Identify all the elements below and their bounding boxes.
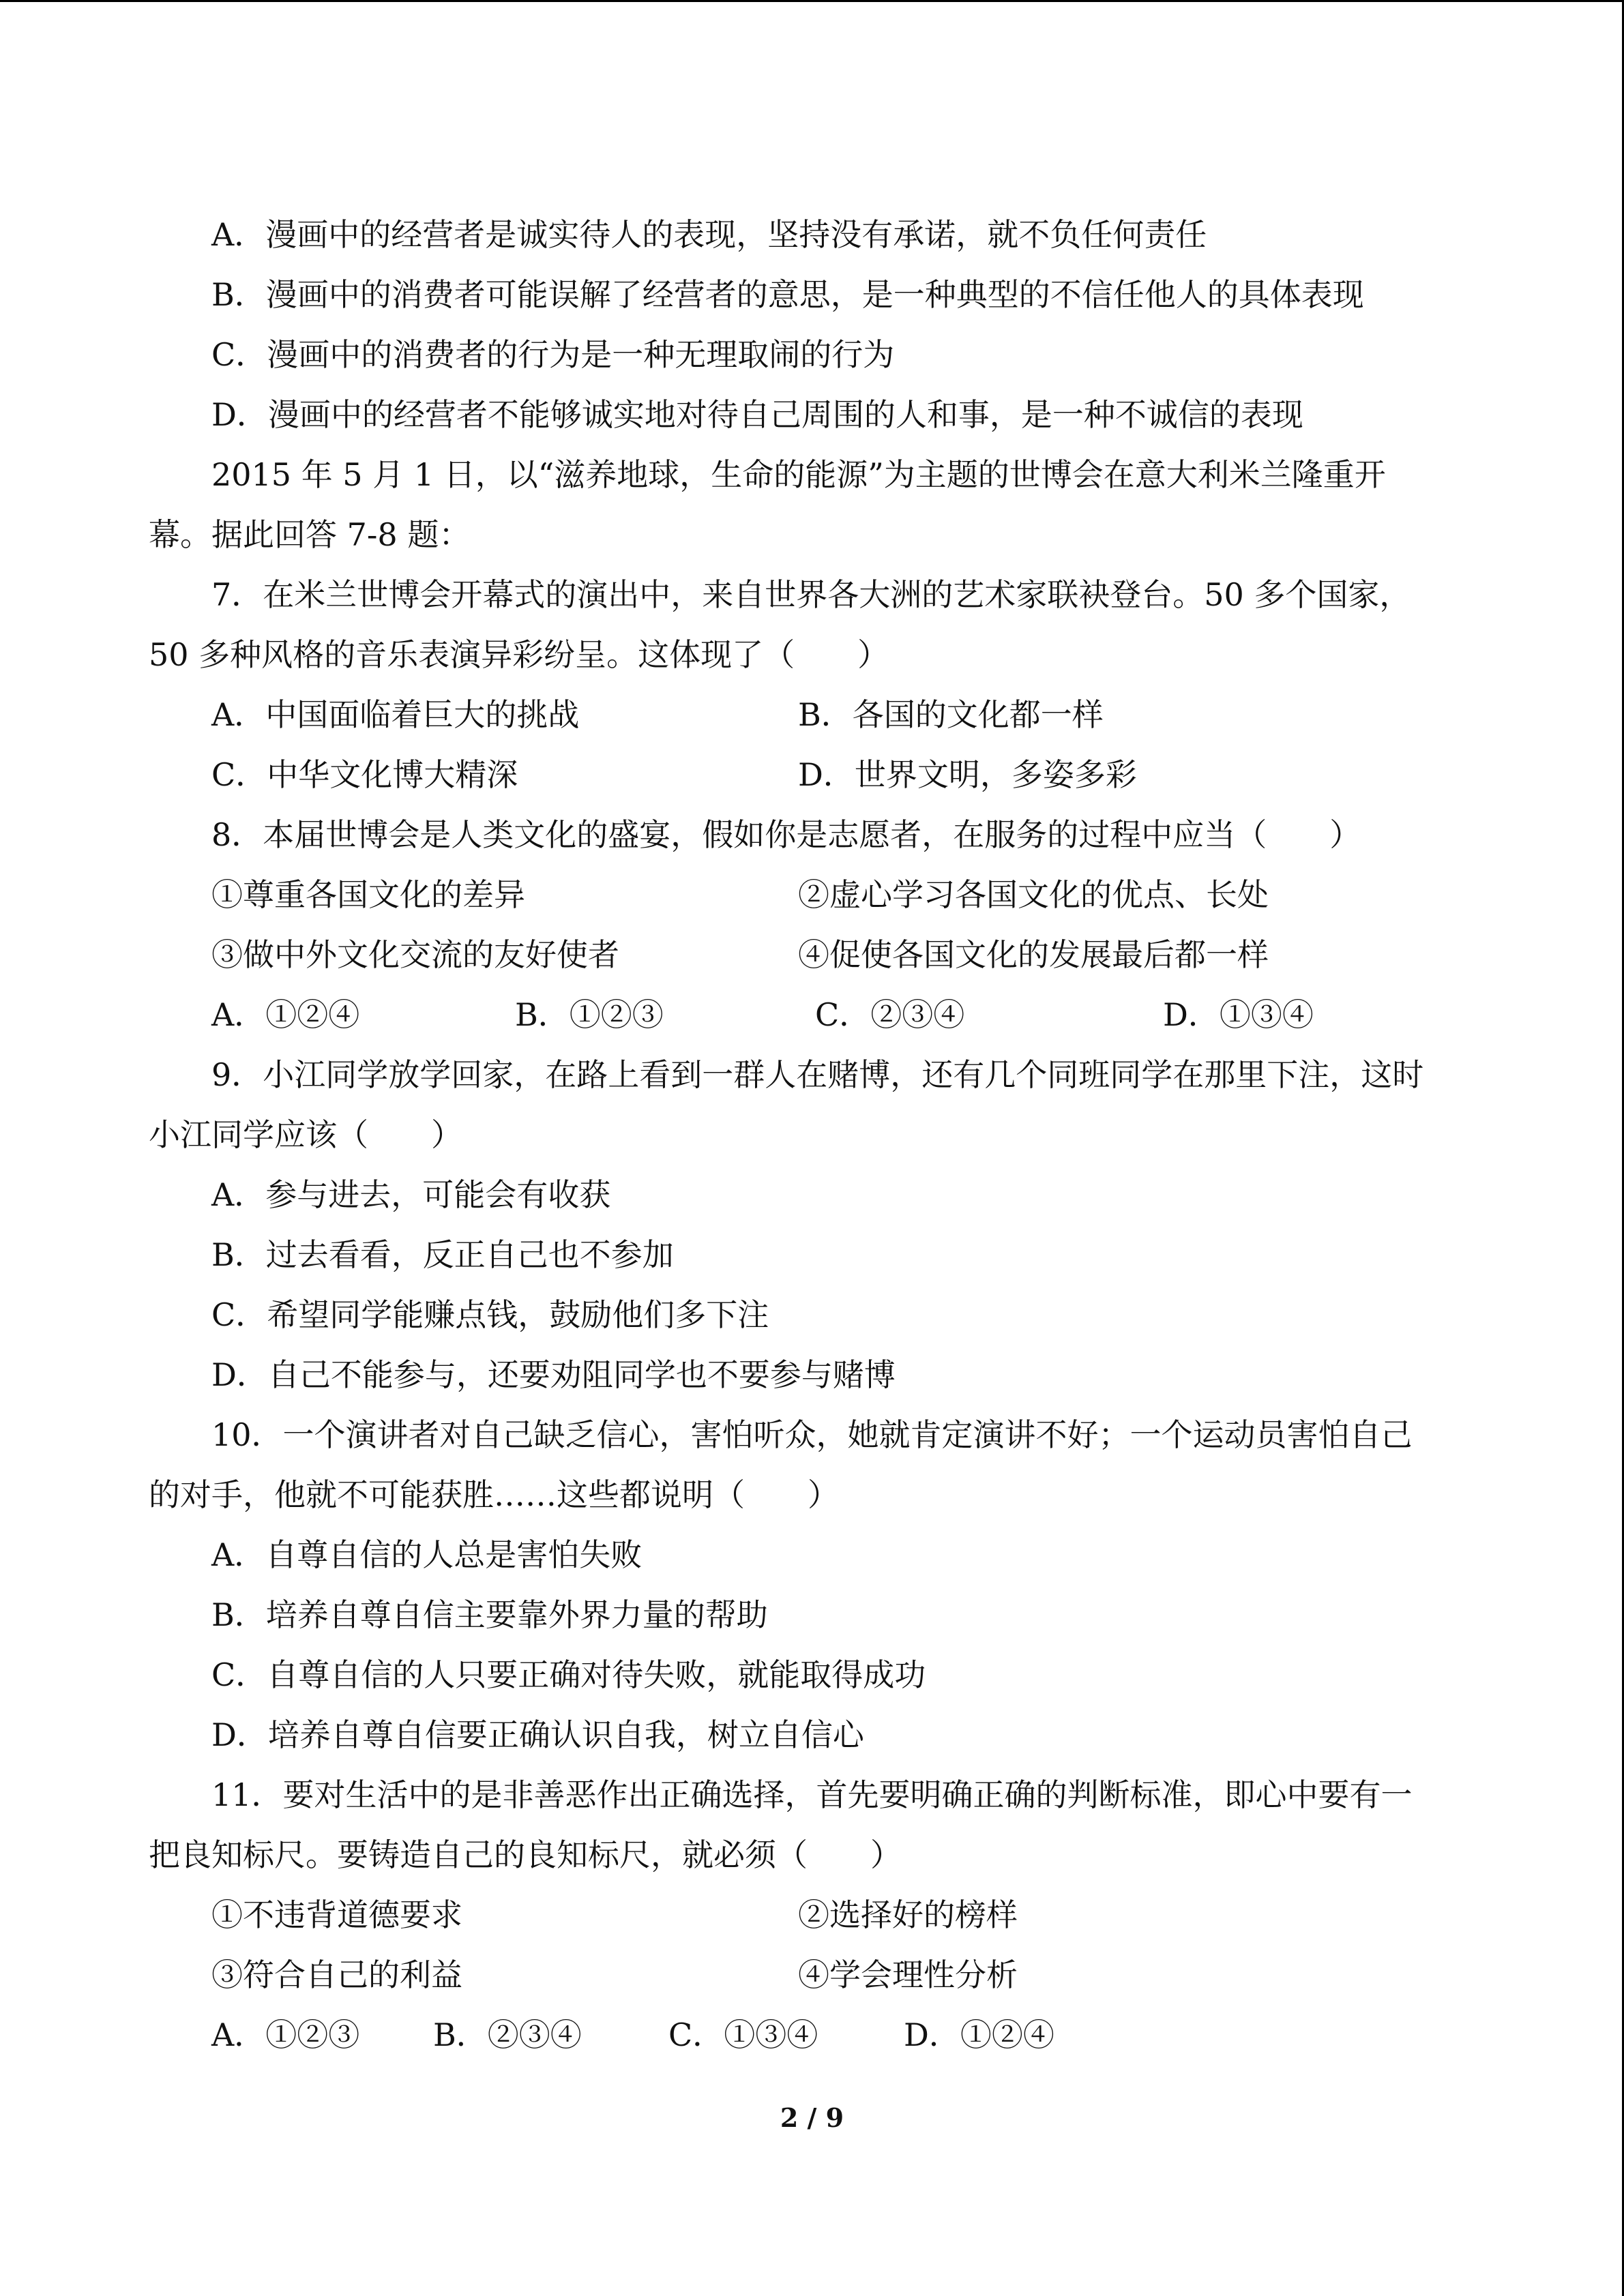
q10-option-d: D．培养自尊自信要正确认识自我，树立自信心 — [211, 1716, 864, 1753]
exam-page-content — [149, 205, 1479, 2065]
q11-stem-line-2: 把良知标尺。要铸造自己的良知标尺，就必须（ ） — [149, 1836, 902, 1873]
q8-options-row — [149, 985, 1479, 1045]
q7-option-c: C．中华文化博大精深 — [211, 756, 518, 793]
q9-option-a: A．参与进去，可能会有收获 — [211, 1176, 611, 1213]
q11-item-2: ②选择好的榜样 — [798, 1896, 1018, 1933]
q11-item-4: ④学会理性分析 — [798, 1956, 1018, 1993]
q7-options-row-2 — [149, 745, 1479, 805]
q11-option-c: C．①③④ — [668, 2016, 818, 2053]
q6-option-b: B．漫画中的消费者可能误解了经营者的意思，是一种典型的不信任他人的具体表现 — [211, 276, 1364, 313]
q7-option-b: B．各国的文化都一样 — [798, 696, 1104, 733]
q8-option-d: D．①③④ — [1163, 996, 1314, 1033]
q8-items-row-2 — [149, 925, 1479, 985]
q6-option-d: D．漫画中的经营者不能够诚实地对待自己周围的人和事，是一种不诚信的表现 — [211, 396, 1303, 433]
q7-option-d: D．世界文明，多姿多彩 — [798, 756, 1137, 793]
q9-option-d: D．自己不能参与，还要劝阻同学也不要参与赌博 — [211, 1356, 896, 1393]
q9-stem-line-2: 小江同学应该（ ） — [149, 1116, 462, 1153]
q10-option-a: A．自尊自信的人总是害怕失败 — [211, 1536, 643, 1573]
q9-stem-line-1: 9．小江同学放学回家，在路上看到一群人在赌博，还有几个同班同学在那里下注，这时 — [211, 1056, 1424, 1093]
q11-item-1: ①不违背道德要求 — [211, 1896, 462, 1933]
q7-stem-line-1: 7．在米兰世博会开幕式的演出中，来自世界各大洲的艺术家联袂登台。50 多个国家， — [211, 576, 1411, 613]
intro-line-1: 2015 年 5 月 1 日，以“滋养地球，生命的能源”为主题的世博会在意大利米兰隆重开 — [211, 456, 1386, 493]
q10-option-c: C．自尊自信的人只要正确对待失败，就能取得成功 — [211, 1656, 926, 1693]
q9-option-b: B．过去看看，反正自己也不参加 — [211, 1236, 674, 1273]
page-number: 2 / 9 — [780, 2102, 844, 2133]
q7-options-row-1 — [149, 685, 1479, 745]
q11-options-row — [149, 2005, 1479, 2065]
q7-option-a: A．中国面临着巨大的挑战 — [211, 696, 580, 733]
q11-stem-line-1: 11．要对生活中的是非善恶作出正确选择，首先要明确正确的判断标准，即心中要有一 — [211, 1776, 1413, 1813]
q11-option-b: B．②③④ — [433, 2016, 582, 2053]
top-border-line — [0, 0, 1624, 2]
q6-option-a: A．漫画中的经营者是诚实待人的表现，坚持没有承诺，就不负任何责任 — [211, 216, 1207, 253]
q6-option-c: C．漫画中的消费者的行为是一种无理取闹的行为 — [211, 336, 895, 373]
q10-stem-line-2: 的对手，他就不可能获胜……这些都说明（ ） — [149, 1476, 839, 1513]
intro-line-2: 幕。据此回答 7-8 题： — [149, 516, 471, 553]
q11-option-a: A．①②③ — [211, 2016, 360, 2053]
q10-stem-line-1: 10．一个演讲者对自己缺乏信心，害怕听众，她就肯定演讲不好；一个运动员害怕自己 — [211, 1416, 1413, 1453]
q10-option-b: B．培养自尊自信主要靠外界力量的帮助 — [211, 1596, 768, 1633]
q8-item-4: ④促使各国文化的发展最后都一样 — [798, 936, 1269, 973]
q8-item-3: ③做中外文化交流的友好使者 — [211, 936, 619, 973]
q8-option-c: C．②③④ — [815, 996, 965, 1033]
q7-stem-line-2: 50 多种风格的音乐表演异彩纷呈。这体现了（ ） — [149, 636, 889, 673]
q11-items-row-1 — [149, 1885, 1479, 1945]
q8-item-1: ①尊重各国文化的差异 — [211, 876, 525, 913]
q8-stem: 8．本届世博会是人类文化的盛宴，假如你是志愿者，在服务的过程中应当（ ） — [211, 816, 1361, 853]
q8-option-b: B．①②③ — [515, 996, 664, 1033]
q11-items-row-2 — [149, 1945, 1479, 2005]
q11-option-d: D．①②④ — [904, 2016, 1054, 2053]
q8-item-2: ②虚心学习各国文化的优点、长处 — [798, 876, 1269, 913]
q8-items-row-1 — [149, 865, 1479, 925]
q8-option-a: A．①②④ — [211, 996, 360, 1033]
q9-option-c: C．希望同学能赚点钱，鼓励他们多下注 — [211, 1296, 769, 1333]
q11-item-3: ③符合自己的利益 — [211, 1956, 462, 1993]
